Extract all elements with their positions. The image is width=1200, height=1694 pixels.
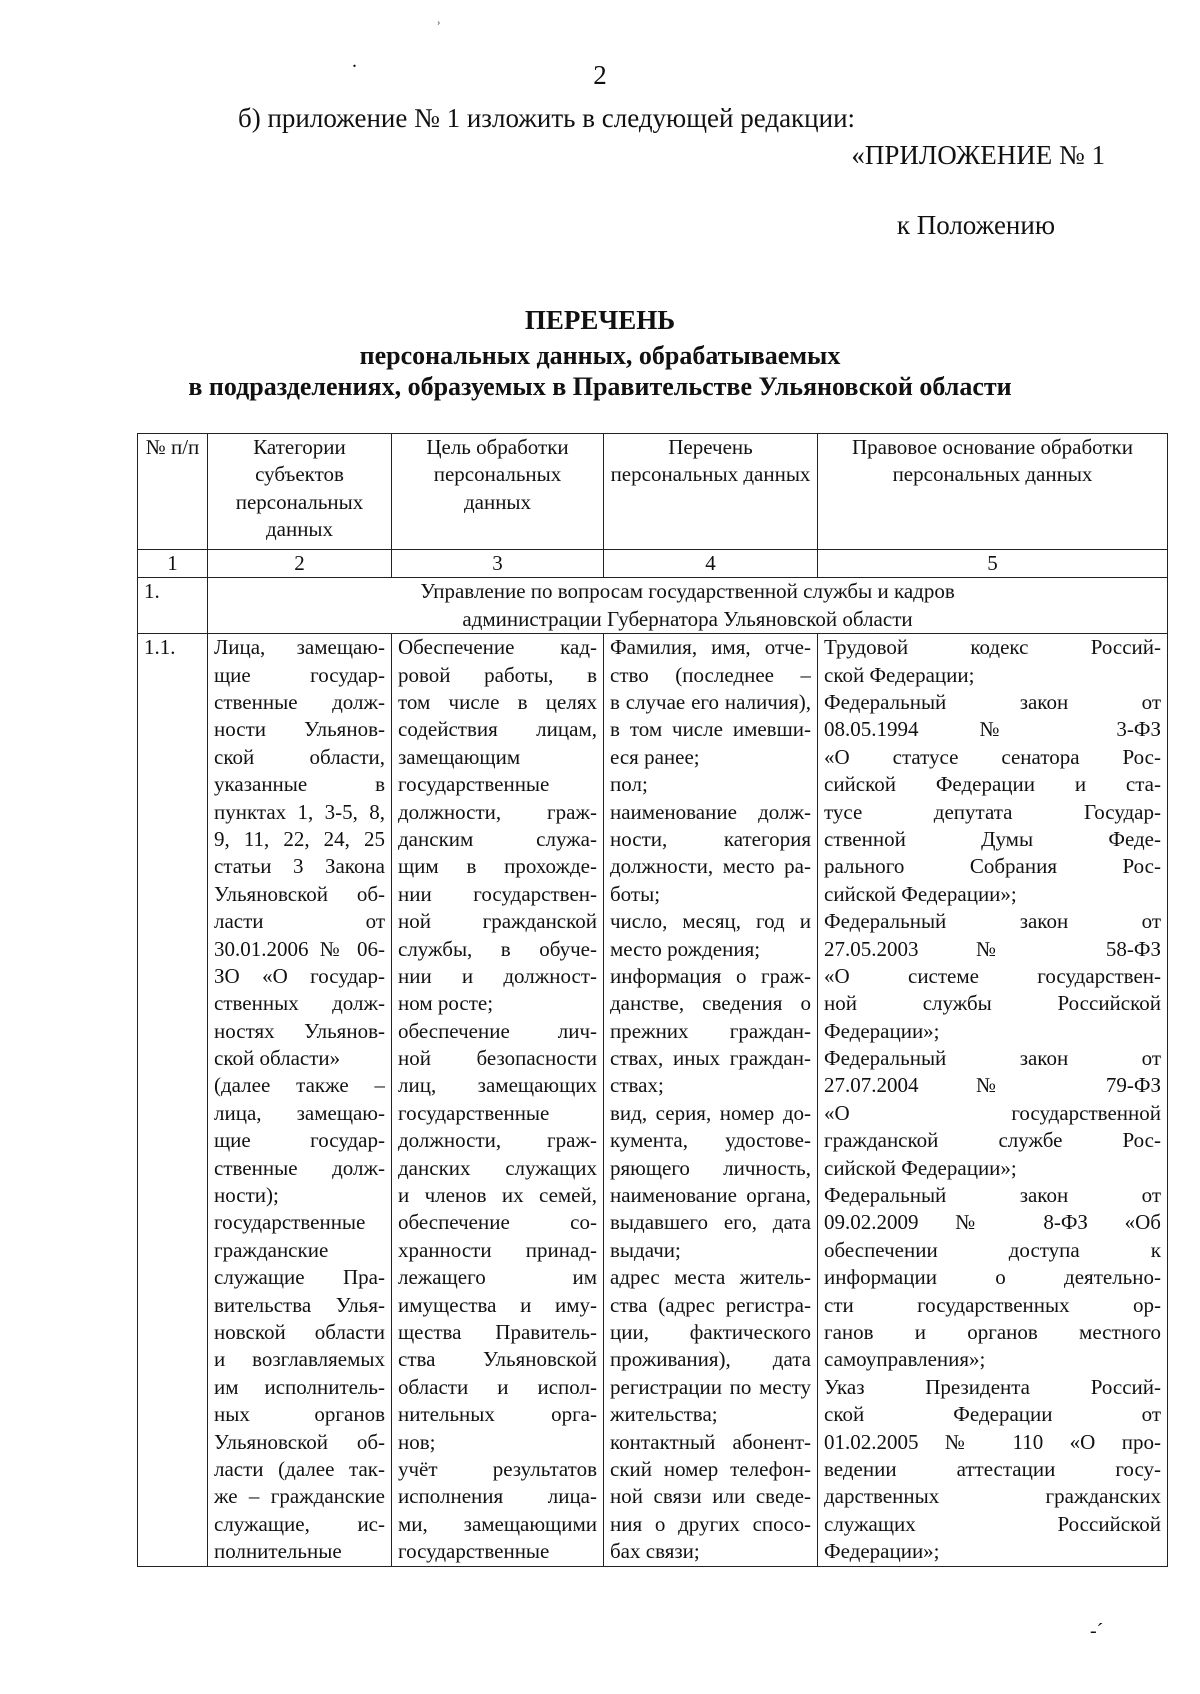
cell-line: обеспечение со-	[398, 1210, 597, 1235]
appendix-ref: к Положению	[896, 210, 1055, 240]
cell-line: ской области,	[214, 744, 385, 769]
cell-line: выдачи;	[610, 1237, 681, 1262]
cell-line: лиц, замещающих	[398, 1073, 597, 1098]
cell-line: наименование долж-	[610, 799, 811, 824]
cell-line: государственные	[398, 772, 550, 797]
cell-line: Фамилия, имя, отче-	[610, 635, 811, 660]
cell-line: ласти (далее так-	[214, 1456, 385, 1481]
cell-line: боты;	[610, 881, 661, 906]
column-number-row	[138, 550, 1168, 578]
cell-line: служащие, ис-	[214, 1511, 385, 1536]
cell-line: сийской Федерации»;	[824, 881, 1017, 906]
row-number: 1.1.	[138, 634, 208, 1566]
cell-line: государственные	[214, 1210, 366, 1235]
cell-line: ганов и органов местного	[824, 1319, 1161, 1344]
purpose-cell	[392, 634, 604, 1566]
subjects-cell	[208, 634, 392, 1566]
cell-line: нов;	[398, 1429, 436, 1454]
cell-line: ной гражданской	[398, 909, 597, 934]
cell-line: сти государственных ор-	[824, 1292, 1161, 1317]
cell-line: щие государ-	[214, 1128, 385, 1153]
cell-line: адрес места житель-	[610, 1265, 811, 1290]
cell-line: ской области»	[214, 1046, 341, 1071]
cell-line: ствах, иных граждан-	[610, 1046, 811, 1071]
page-number: 2	[593, 60, 607, 90]
cell-line: Федерации»;	[824, 1539, 940, 1564]
cell-line: содействия лицам,	[398, 717, 597, 742]
cell-line: вид, серия, номер до-	[610, 1100, 811, 1125]
header-cell: Цель обработки персональных данных	[392, 434, 604, 550]
cell-line: щества Правитель-	[398, 1319, 597, 1344]
section-title-line: администрации Губернатора Ульяновской области	[462, 606, 913, 631]
cell-line: статьи 3 Закона	[214, 854, 385, 879]
column-number: 2	[208, 550, 392, 578]
cell-line: том числе в целях	[398, 690, 597, 714]
cell-line: Федерации»;	[824, 1018, 940, 1043]
section-title	[208, 578, 1168, 634]
cell-line: вительства Улья-	[214, 1292, 385, 1317]
cell-line: полнительные	[214, 1539, 342, 1564]
cell-line: лежащего им	[398, 1265, 597, 1290]
header-cell: № п/п	[138, 434, 208, 550]
column-number: 3	[392, 550, 604, 578]
scan-mark: .	[352, 50, 357, 72]
document-subheading: в подразделениях, образуемых в Правительстве Ульяновской области	[188, 372, 1012, 401]
cell-line: ственные долж-	[214, 1155, 385, 1180]
cell-line: тусе депутата Государ-	[824, 799, 1161, 824]
cell-line: ния о других спосо-	[610, 1511, 811, 1536]
cell-line: должности, место ра-	[610, 854, 811, 879]
cell-line: новской области	[214, 1319, 385, 1344]
cell-line: нии и должност-	[398, 963, 597, 988]
cell-line: Ульяновской об-	[214, 1429, 385, 1454]
cell-line: 09.02.2009 № 8-ФЗ «Об	[824, 1210, 1161, 1235]
cell-line: наименование органа,	[610, 1183, 811, 1208]
cell-line: нии государствен-	[398, 881, 597, 906]
cell-line: еся ранее;	[610, 744, 700, 769]
section-title-line: Управление по вопросам государственной службы и кадров	[420, 579, 955, 604]
cell-line: Трудовой кодекс Россий-	[824, 635, 1161, 660]
amendment-line: б) приложение № 1 изложить в следующей редакции:	[238, 103, 856, 133]
cell-line: сийской Федерации и ста-	[824, 772, 1161, 797]
cell-line: 30.01.2006 № 06-	[214, 936, 385, 961]
table-header-row	[138, 434, 1168, 550]
header-cell: Категории субъектов персональных данных	[208, 434, 392, 550]
cell-line: Федеральный закон от	[824, 1046, 1161, 1071]
cell-line: должности, граж-	[398, 1128, 597, 1153]
cell-line: щие государ-	[214, 662, 385, 687]
cell-line: контактный абонент-	[610, 1429, 811, 1454]
scan-mark: -ˊ	[1090, 1620, 1104, 1642]
cell-line: данским служа-	[398, 826, 597, 851]
cell-line: ных органов	[214, 1402, 385, 1427]
cell-line: гражданские	[214, 1237, 329, 1262]
cell-line: число, месяц, год и	[610, 909, 811, 934]
cell-line: Обеспечение кад-	[398, 635, 597, 660]
cell-line: ностях Ульянов-	[214, 1018, 385, 1043]
cell-line: сийской Федерации»;	[824, 1155, 1017, 1180]
cell-line: ственных долж-	[214, 991, 385, 1016]
cell-line: место рождения;	[610, 936, 761, 961]
cell-line: ЗО «О государ-	[214, 963, 385, 988]
cell-line: замещающим	[398, 744, 521, 769]
cell-line: гражданской службе Рос-	[824, 1128, 1161, 1153]
appendix-title: «ПРИЛОЖЕНИЕ № 1	[851, 140, 1105, 170]
cell-line: государственные	[398, 1539, 550, 1564]
cell-line: 27.05.2003 № 58-ФЗ	[824, 936, 1161, 961]
cell-line: же – гражданские	[214, 1484, 385, 1509]
cell-line: ства (адрес регистра-	[610, 1292, 811, 1317]
data-list-cell	[604, 634, 818, 1566]
cell-line: и возглавляемых	[214, 1347, 385, 1372]
cell-line: в том числе имевши-	[610, 717, 811, 742]
cell-line: бах связи;	[610, 1539, 700, 1564]
cell-line: ции, фактического	[610, 1319, 811, 1344]
cell-line: 08.05.1994 № 3-ФЗ	[824, 717, 1161, 742]
cell-line: ство (последнее –	[610, 662, 811, 687]
cell-line: службы, в обуче-	[398, 936, 597, 961]
column-number: 4	[604, 550, 818, 578]
cell-line: нительных орга-	[398, 1402, 597, 1427]
cell-line: пунктах 1, 3-5, 8,	[214, 799, 385, 824]
cell-line: 27.07.2004 № 79-ФЗ	[824, 1073, 1161, 1098]
cell-line: (далее также –	[214, 1073, 385, 1098]
cell-line: Федеральный закон от	[824, 1183, 1161, 1208]
cell-line: ном росте;	[398, 991, 494, 1016]
cell-line: данских служащих	[398, 1155, 597, 1180]
cell-line: информация о граж-	[610, 963, 811, 988]
column-number: 5	[818, 550, 1168, 578]
section-row	[138, 578, 1168, 634]
cell-line: области и испол-	[398, 1374, 597, 1399]
cell-line: должности, граж-	[398, 799, 597, 824]
cell-line: ствах;	[610, 1073, 664, 1098]
cell-line: кумента, удостове-	[610, 1128, 811, 1153]
cell-line: ства Ульяновской	[398, 1347, 597, 1372]
cell-line: Лица, замещаю-	[214, 635, 385, 660]
cell-line: исполнения лица-	[398, 1484, 597, 1509]
cell-line: лица, замещаю-	[214, 1100, 385, 1125]
cell-line: «О государственной	[824, 1100, 1161, 1125]
cell-line: ми, замещающими	[398, 1511, 597, 1536]
cell-line: указанные в	[214, 772, 385, 797]
cell-line: им исполнитель-	[214, 1374, 385, 1399]
cell-line: проживания), дата	[610, 1347, 811, 1372]
cell-line: «О системе государствен-	[824, 963, 1161, 988]
legal-basis-cell	[818, 634, 1168, 1566]
cell-line: государственные	[398, 1100, 550, 1125]
cell-line: ности);	[214, 1183, 279, 1208]
header-cell: Правовое основание обработки персональных данных	[818, 434, 1168, 550]
cell-line: ной связи или сведе-	[610, 1484, 811, 1509]
cell-line: ной службы Российской	[824, 991, 1161, 1016]
cell-line: рального Собрания Рос-	[824, 854, 1161, 879]
cell-line: Ульяновской об-	[214, 881, 385, 906]
cell-line: ской Федерации от	[824, 1402, 1161, 1427]
cell-line: ной безопасности	[398, 1046, 597, 1071]
cell-line: служащие Пра-	[214, 1265, 385, 1290]
document-heading: ПЕРЕЧЕНЬ	[524, 305, 676, 335]
cell-line: ряющего личность,	[610, 1155, 811, 1180]
cell-line: ский номер телефон-	[610, 1456, 811, 1481]
cell-line: ской Федерации;	[824, 662, 975, 687]
cell-line: ровой работы, в	[398, 662, 597, 687]
cell-line: щим в прохожде-	[398, 854, 597, 879]
cell-line: пол;	[610, 772, 648, 797]
cell-line: дарственных гражданских	[824, 1484, 1161, 1509]
section-number: 1.	[138, 578, 208, 634]
cell-line: ности Ульянов-	[214, 717, 385, 742]
cell-line: ственной Думы Феде-	[824, 826, 1161, 851]
cell-line: самоуправления»;	[824, 1347, 986, 1372]
cell-line: и членов их семей,	[398, 1183, 597, 1208]
cell-line: служащих Российской	[824, 1511, 1161, 1536]
cell-line: жительства;	[610, 1402, 718, 1427]
cell-line: хранности принад-	[398, 1237, 597, 1262]
cell-line: данстве, сведения о	[610, 991, 811, 1016]
cell-line: Федеральный закон от	[824, 909, 1161, 934]
cell-line: ласти от	[214, 909, 385, 934]
cell-line: учёт результатов	[398, 1456, 597, 1481]
cell-line: выдавшего его, дата	[610, 1210, 811, 1235]
cell-line: Указ Президента Россий-	[824, 1374, 1161, 1399]
cell-line: в случае его наличия),	[610, 690, 811, 714]
cell-line: 01.02.2005 № 110 «О про-	[824, 1429, 1161, 1454]
cell-line: ственные долж-	[214, 690, 385, 714]
cell-line: имущества и иму-	[398, 1292, 597, 1317]
personal-data-table	[137, 433, 1168, 1567]
cell-line: 9, 11, 22, 24, 25	[214, 826, 385, 851]
cell-line: обеспечение лич-	[398, 1018, 597, 1043]
cell-line: регистрации по месту	[610, 1374, 811, 1399]
header-cell: Перечень персональных данных	[604, 434, 818, 550]
cell-line: ности, категория	[610, 826, 811, 851]
cell-line: Федеральный закон от	[824, 690, 1161, 714]
cell-line: обеспечении доступа к	[824, 1237, 1161, 1262]
cell-line: информации о деятельно-	[824, 1265, 1161, 1290]
cell-line: прежних граждан-	[610, 1018, 811, 1043]
cell-line: ведении аттестации госу-	[824, 1456, 1161, 1481]
cell-line: «О статусе сенатора Рос-	[824, 744, 1161, 769]
column-number: 1	[138, 550, 208, 578]
document-subheading: персональных данных, обрабатываемых	[359, 341, 841, 370]
scan-mark: ʾ	[436, 20, 442, 37]
table-row	[138, 634, 1168, 1566]
